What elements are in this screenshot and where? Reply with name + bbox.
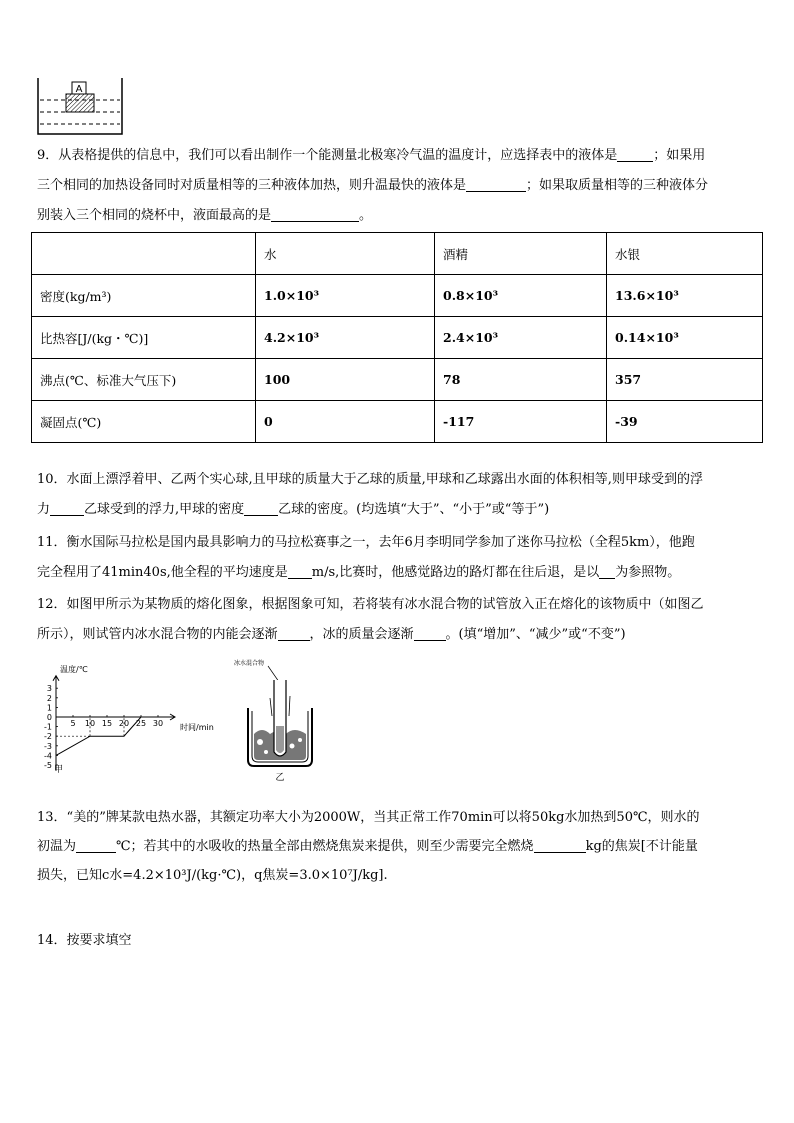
ice-water-mixture-label: 冰水混合物: [234, 660, 265, 667]
x-tick-label: 30: [152, 719, 164, 728]
table-row: [32, 401, 763, 443]
question-11: 11．衡水国际马拉松是国内最具影响力的马拉松赛事之一，去年6月李明同学参加了迷你马拉松（全程5km），他跑 完全程用了41min40s,他全程的平均速度是 m/s,比赛时，他感觉路边的路灯都在往后退，是以 为参照物。: [37, 535, 695, 580]
table-cell: 0.14×10³: [607, 317, 763, 359]
header-cell: 水: [256, 233, 435, 275]
row-label: 凝固点(℃): [32, 401, 256, 443]
table-cell: 1.0×10³: [256, 275, 435, 317]
table-cell: -117: [435, 401, 607, 443]
x-tick-label: 5: [70, 719, 76, 728]
x-tick-label: 15: [101, 719, 113, 728]
y-tick-label: 3: [46, 684, 52, 694]
test-tube-beaker-figure: [232, 656, 322, 784]
y-tick-label: 1: [46, 703, 52, 713]
table-cell: 4.2×10³: [256, 317, 435, 359]
y-tick-label: -2: [44, 732, 52, 742]
answer-blank[interactable]: [288, 564, 312, 579]
answer-blank[interactable]: [244, 501, 278, 516]
table-header-row: [32, 233, 763, 275]
liquid-properties-table: [31, 232, 763, 443]
row-label: 密度(kg/m³): [32, 275, 256, 317]
answer-blank[interactable]: [466, 177, 526, 192]
y-tick-label: -3: [44, 741, 52, 751]
question-9: 9．从表格提供的信息中，我们可以看出制作一个能测量北极寒冷气温的温度计，应选择表中的液体是 ；如果用 三个相同的加热设备同时对质量相等的三种液体加热，则升温最快的液体是 ；如果取质量相等的三种液体分 别装入三个相同的烧杯中，液面最高的是 。: [37, 148, 709, 223]
table-cell: -39: [607, 401, 763, 443]
x-tick-label: 25: [135, 719, 147, 728]
row-label: 沸点(℃、标准大气压下): [32, 359, 256, 401]
question-12: 12．如图甲所示为某物质的熔化图象，根据图象可知，若将装有冰水混合物的试管放入正在熔化的该物质中（如图乙 所示），则试管内冰水混合物的内能会逐渐 ，冰的质量会逐渐 。(填“增加”、“减少”或“不变”): [37, 597, 704, 642]
beaker-block-figure: [34, 76, 126, 138]
answer-blank[interactable]: [50, 501, 84, 516]
table-cell: 0: [256, 401, 435, 443]
question-13: 13．“美的”牌某款电热水器，其额定功率大小为2000W，当其正常工作70min可以将50kg水加热到50℃，则水的 初温为 ℃；若其中的水吸收的热量全部由燃烧焦炭来提供，则至少需要完全燃烧 kg的焦炭[不计能量 损失，已知c水=4.2×10³J/(kg·℃)，q焦炭=3.0×10⁷J/kg].: [37, 810, 700, 883]
answer-blank[interactable]: [599, 564, 615, 579]
header-cell: 酒精: [435, 233, 607, 275]
y-tick-label: -4: [44, 751, 52, 761]
figure-caption-yi: 乙: [275, 773, 285, 783]
table-cell: 100: [256, 359, 435, 401]
block-a-label: A: [75, 84, 83, 95]
table-row: [32, 317, 763, 359]
table-row: [32, 275, 763, 317]
table-cell: 2.4×10³: [435, 317, 607, 359]
table-cell: 78: [435, 359, 607, 401]
table-row: [32, 359, 763, 401]
y-tick-label: 0: [46, 713, 52, 722]
y-tick-label: -5: [44, 761, 52, 770]
answer-blank[interactable]: [617, 147, 653, 162]
figure-caption-jia: 甲: [54, 765, 64, 775]
x-axis-label: 时间/min: [180, 723, 214, 732]
x-tick-label: 10: [84, 719, 96, 728]
row-label: 比热容[J/(kg・℃)]: [32, 317, 256, 359]
answer-blank[interactable]: [534, 838, 586, 853]
header-cell: 水银: [607, 233, 763, 275]
header-cell: [32, 233, 256, 275]
y-axis-label: 温度/℃: [60, 665, 88, 674]
table-cell: 0.8×10³: [435, 275, 607, 317]
table-cell: 13.6×10³: [607, 275, 763, 317]
table-cell: 357: [607, 359, 763, 401]
question-14: 14．按要求填空: [37, 933, 132, 948]
answer-blank[interactable]: [76, 838, 116, 853]
x-tick-label: 20: [118, 719, 130, 728]
y-tick-label: -1: [44, 722, 52, 732]
answer-blank[interactable]: [414, 626, 446, 641]
answer-blank[interactable]: [271, 207, 359, 222]
melting-graph: [30, 660, 230, 780]
question-10: 10．水面上漂浮着甲、乙两个实心球,且甲球的质量大于乙球的质量,甲球和乙球露出水面的体积相等,则甲球受到的浮 力 乙球受到的浮力,甲球的密度 乙球的密度。(均选填“大于”、“小于”或“等于”): [37, 472, 703, 517]
y-tick-label: 2: [46, 693, 52, 703]
answer-blank[interactable]: [278, 626, 310, 641]
